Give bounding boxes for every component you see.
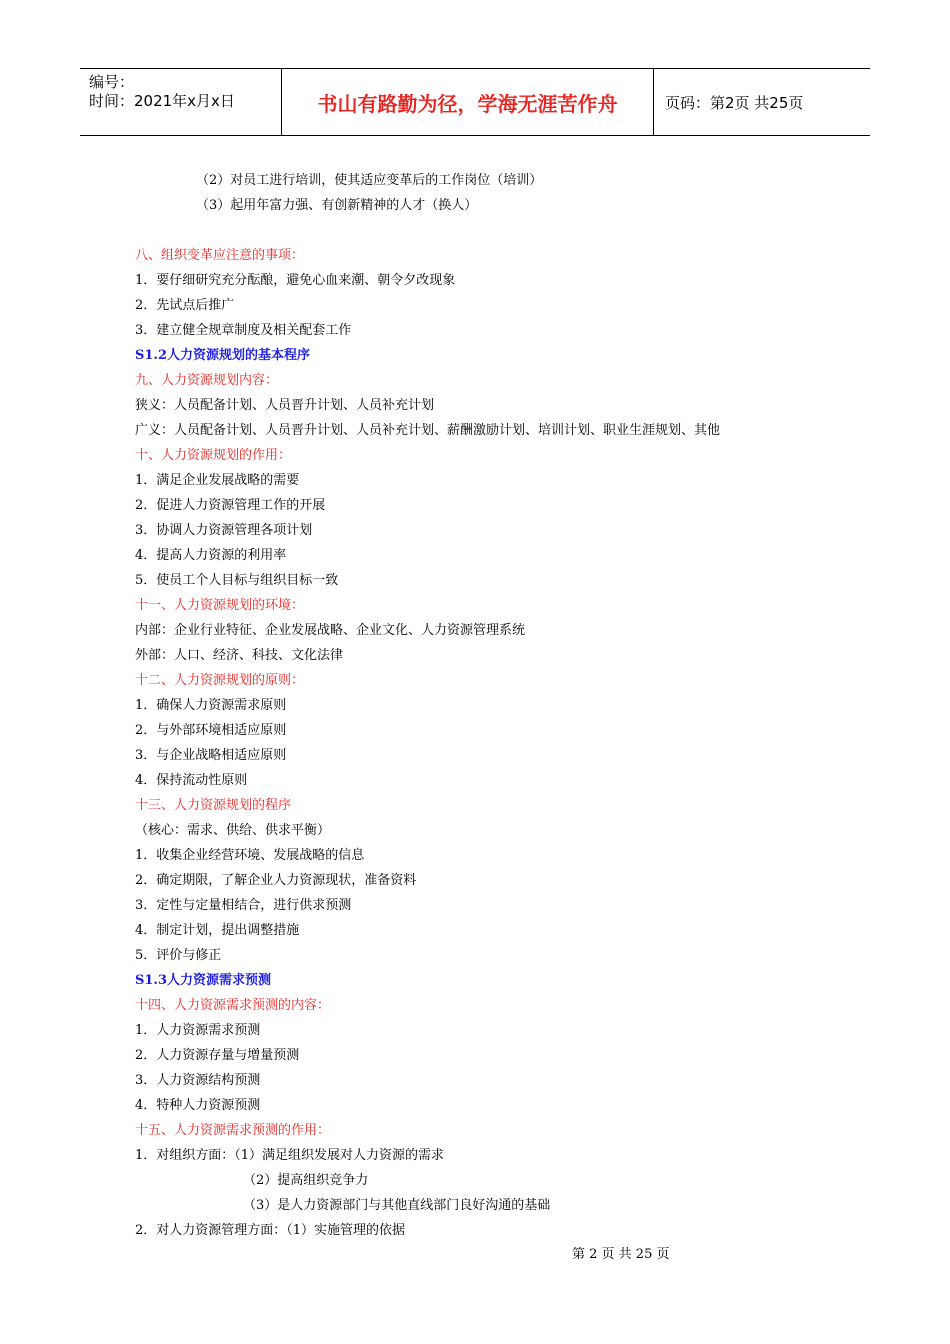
text-line: 3．建立健全规章制度及相关配套工作 — [135, 323, 352, 338]
text-line: （2）提高组织竞争力 — [243, 1173, 369, 1188]
page-header — [80, 68, 870, 136]
section-heading: 十五、人力资源需求预测的作用： — [135, 1123, 331, 1138]
date-label: 时间：2021年x月x日 — [89, 92, 235, 110]
text-line: 5．评价与修正 — [135, 948, 222, 963]
text-line: （3）是人力资源部门与其他直线部门良好沟通的基础 — [243, 1198, 551, 1213]
chapter-heading: S1.3人力资源需求预测 — [135, 973, 272, 988]
text-line: 内部：企业行业特征、企业发展战略、企业文化、人力资源管理系统 — [135, 623, 526, 638]
text-line: 4．制定计划，提出调整措施 — [135, 923, 300, 938]
text-line: 4．提高人力资源的利用率 — [135, 548, 287, 563]
header-motto: 书山有路勤为径，学海无涯苦作舟 — [282, 69, 654, 135]
text-line: 2．与外部环境相适应原则 — [135, 723, 287, 738]
text-line: 4．特种人力资源预测 — [135, 1098, 261, 1113]
text-line: 2．确定期限，了解企业人力资源现状，准备资料 — [135, 873, 417, 888]
text-line: （3）起用年富力强、有创新精神的人才（换人） — [196, 198, 478, 213]
text-line: 1．收集企业经营环境、发展战略的信息 — [135, 848, 365, 863]
blank-line — [135, 218, 855, 243]
code-label: 编号： — [89, 73, 135, 91]
page-footer: 第 2 页 共 25 页 — [572, 1247, 670, 1262]
text-line: 广义：人员配备计划、人员晋升计划、人员补充计划、薪酬激励计划、培训计划、职业生涯规划、其他 — [135, 423, 721, 438]
section-heading: 十、人力资源规划的作用： — [135, 448, 292, 463]
text-line: 2．促进人力资源管理工作的开展 — [135, 498, 326, 513]
text-line: 1．人力资源需求预测 — [135, 1023, 261, 1038]
text-line: （2）对员工进行培训，使其适应变革后的工作岗位（培训） — [196, 173, 543, 188]
section-heading: 十一、人力资源规划的环境： — [135, 598, 305, 613]
header-page-info: 页码：第2页 共25页 — [665, 93, 804, 112]
text-line: 1．要仔细研究充分酝酿，避免心血来潮、朝令夕改现象 — [135, 273, 456, 288]
text-line: 5．使员工个人目标与组织目标一致 — [135, 573, 339, 588]
document-body — [135, 168, 855, 1243]
text-line: 3．定性与定量相结合，进行供求预测 — [135, 898, 352, 913]
text-line: 2．先试点后推广 — [135, 298, 235, 313]
text-line: （核心：需求、供给、供求平衡） — [135, 823, 331, 838]
chapter-heading: S1.2人力资源规划的基本程序 — [135, 348, 311, 363]
text-line: 3．与企业战略相适应原则 — [135, 748, 287, 763]
text-line: 3．人力资源结构预测 — [135, 1073, 261, 1088]
text-line: 2．人力资源存量与增量预测 — [135, 1048, 300, 1063]
section-heading: 十三、人力资源规划的程序 — [135, 798, 292, 813]
text-line: 1．确保人力资源需求原则 — [135, 698, 287, 713]
section-heading: 十二、人力资源规划的原则： — [135, 673, 305, 688]
text-line: 外部：人口、经济、科技、文化法律 — [135, 648, 344, 663]
text-line: 1．对组织方面：（1）满足组织发展对人力资源的需求 — [135, 1148, 445, 1163]
text-line: 3．协调人力资源管理各项计划 — [135, 523, 313, 538]
section-heading: 十四、人力资源需求预测的内容： — [135, 998, 331, 1013]
text-line: 狭义：人员配备计划、人员晋升计划、人员补充计划 — [135, 398, 435, 413]
text-line: 2．对人力资源管理方面：（1）实施管理的依据 — [135, 1223, 406, 1238]
header-meta-cell — [80, 69, 282, 135]
text-line: 1．满足企业发展战略的需要 — [135, 473, 300, 488]
section-heading: 八、组织变革应注意的事项： — [135, 248, 305, 263]
text-line: 4．保持流动性原则 — [135, 773, 248, 788]
section-heading: 九、人力资源规划内容： — [135, 373, 279, 388]
